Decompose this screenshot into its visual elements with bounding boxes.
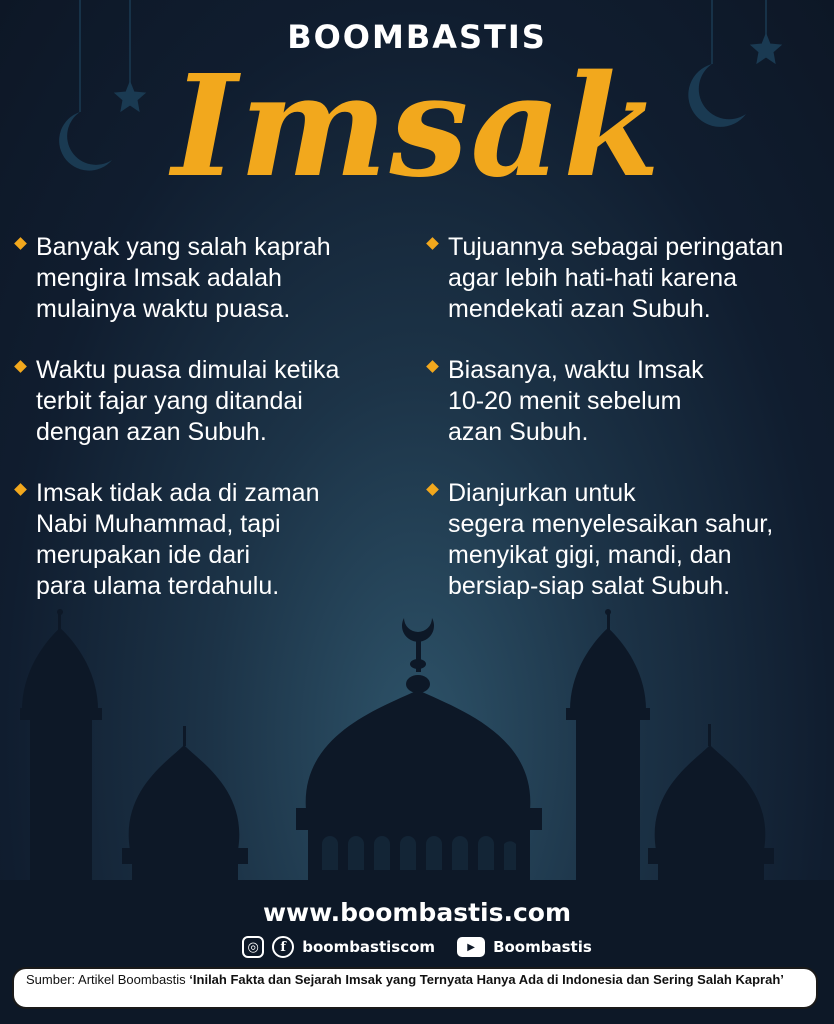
source-article-title: ‘Inilah Fakta dan Sejarah Imsak yang Ternyata Hanya Ada di Indonesia dan Sering Salah Kaprah’ [189,972,784,987]
list-item-text: Waktu puasa dimulai ketika terbit fajar yang ditandai dengan azan Subuh. [36,356,340,446]
diamond-bullet-icon [14,360,27,373]
list-item [14,478,409,602]
diamond-bullet-icon [14,237,27,250]
page-title: Imsak [171,45,663,209]
list-item-text: Imsak tidak ada di zaman Nabi Muhammad, tapi merupakan ide dari para ulama terdahulu. [36,479,320,600]
list-item [14,355,409,448]
source-citation [12,967,818,1009]
list-item-text: Dianjurkan untuk segera menyelesaikan sahur, menyikat gigi, mandi, dan bersiap-siap salat Subuh. [448,479,774,600]
left-column [14,232,409,632]
brand-name: BOOMBASTIS [287,18,547,56]
social-handle[interactable]: boombastiscom [302,938,436,956]
mosque-silhouette [0,609,834,1024]
facebook-icon[interactable]: f [272,936,294,958]
diamond-bullet-icon [426,483,439,496]
social-bar [0,934,834,960]
diamond-bullet-icon [426,360,439,373]
list-item-text: Tujuannya sebagai peringatan agar lebih hati-hati karena mendekati azan Subuh. [448,233,784,323]
youtube-channel-name[interactable]: Boombastis [493,938,592,956]
list-item [14,232,409,325]
list-item-text: Biasanya, waktu Imsak 10-20 menit sebelum azan Subuh. [448,356,704,446]
website-link[interactable]: www.boombastis.com [262,898,572,927]
list-item-text: Banyak yang salah kaprah mengira Imsak adalah mulainya waktu puasa. [36,233,331,323]
youtube-icon[interactable]: ▶ [457,937,485,957]
right-column [426,232,826,632]
diamond-bullet-icon [426,237,439,250]
list-item [426,478,826,602]
source-prefix: Sumber: Artikel Boombastis [26,972,190,987]
list-item [426,355,826,448]
instagram-icon[interactable]: ◎ [242,936,264,958]
list-item [426,232,826,325]
diamond-bullet-icon [14,483,27,496]
